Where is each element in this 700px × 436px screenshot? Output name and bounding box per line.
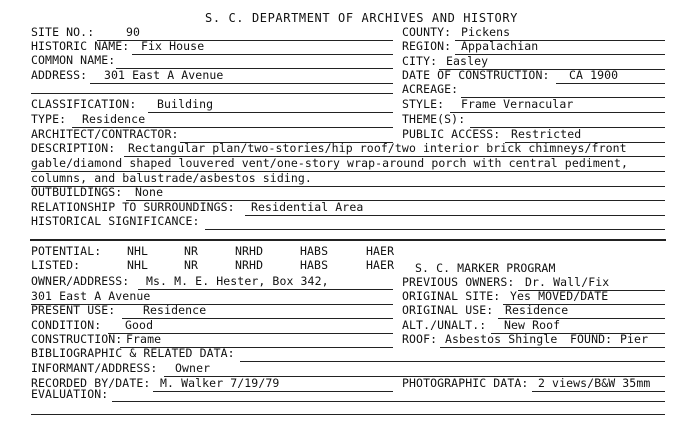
potential-habs: HABS xyxy=(300,244,329,258)
owner-address-value: Ms. M. E. Hester, Box 342, xyxy=(146,274,329,288)
style-line xyxy=(450,112,665,113)
previous-owners-value: Dr. Wall/Fix xyxy=(525,275,610,289)
potential-nhl: NHL xyxy=(127,244,149,258)
classification-line xyxy=(148,112,393,113)
outbuildings-label: OUTBUILDINGS: xyxy=(31,185,123,199)
photographic-data-label: PHOTOGRAPHIC DATA: xyxy=(402,376,529,390)
listed-label: LISTED: xyxy=(31,258,81,272)
site-no-label: SITE NO.: xyxy=(31,25,95,39)
construction-label: CONSTRUCTION: xyxy=(31,332,123,346)
evaluation-label: EVALUATION: xyxy=(31,387,109,401)
alt-unalt-value: New Roof xyxy=(504,318,561,332)
type-value: Residence xyxy=(82,112,146,126)
original-use-label: ORIGINAL USE: xyxy=(402,303,494,317)
public-access-value: Restricted xyxy=(511,127,582,141)
address-extra-line xyxy=(31,93,393,94)
address-line xyxy=(90,83,393,84)
evaluation-line xyxy=(112,401,665,402)
potential-haer: HAER xyxy=(366,244,395,258)
owner-address-line-2: 301 East A Avenue xyxy=(31,289,151,303)
description-line-1: Rectangular plan/two-stories/hip roof/two interior brick chimneys/front xyxy=(128,141,627,155)
evaluation-line-2 xyxy=(31,414,665,415)
date-of-construction-label: DATE OF CONSTRUCTION: xyxy=(402,68,550,82)
bibliographic-line xyxy=(240,361,665,362)
city-label: CITY: xyxy=(402,54,438,68)
marker-program-heading: S. C. MARKER PROGRAM xyxy=(415,261,556,275)
city-value: Easley xyxy=(446,54,489,68)
style-value: Frame Vernacular xyxy=(461,97,574,111)
acreage-label: ACREAGE: xyxy=(402,82,459,96)
common-name-label: COMMON NAME: xyxy=(31,53,116,67)
roof-found-line xyxy=(440,347,665,348)
classification-label: CLASSIFICATION: xyxy=(31,97,137,111)
date-line xyxy=(556,83,665,84)
listed-nr: NR xyxy=(184,258,199,272)
found-value: Pier xyxy=(620,332,649,346)
region-value: Appalachian xyxy=(461,39,539,53)
form-title: S. C. DEPARTMENT OF ARCHIVES AND HISTORY xyxy=(205,11,518,25)
present-use-label: PRESENT USE: xyxy=(31,303,116,317)
architect-label: ARCHITECT/CONTRACTOR: xyxy=(31,127,179,141)
listed-nhl: NHL xyxy=(127,258,149,272)
original-site-value: Yes MOVED/DATE xyxy=(510,289,609,303)
address-value: 301 East A Avenue xyxy=(104,68,224,82)
original-site-label: ORIGINAL SITE: xyxy=(402,289,501,303)
potential-nr: NR xyxy=(184,244,199,258)
date-of-construction-value: CA 1900 xyxy=(569,68,619,82)
found-label: FOUND: xyxy=(570,332,613,346)
historic-name-value: Fix House xyxy=(141,39,205,53)
listed-habs: HABS xyxy=(300,258,329,272)
site-no-value: 90 xyxy=(126,25,141,39)
description-rule-3 xyxy=(31,186,665,187)
owner-line xyxy=(138,289,393,290)
outbuildings-value: None xyxy=(135,185,164,199)
historic-name-label: HISTORIC NAME: xyxy=(31,39,130,53)
style-label: STYLE: xyxy=(402,97,445,111)
listed-haer: HAER xyxy=(366,258,395,272)
public-access-label: PUBLIC ACCESS: xyxy=(402,127,501,141)
theme-label: THEME(S): xyxy=(402,112,466,126)
relationship-line xyxy=(245,215,665,216)
listed-nrhd: NRHD xyxy=(235,258,264,272)
informant-value: Owner xyxy=(175,361,211,375)
condition-label: CONDITION: xyxy=(31,318,102,332)
relationship-label: RELATIONSHIP TO SURROUNDINGS: xyxy=(31,200,235,214)
type-label: TYPE: xyxy=(31,112,67,126)
classification-value: Building xyxy=(157,97,214,111)
present-use-line xyxy=(122,318,393,319)
county-value: Pickens xyxy=(461,25,511,39)
original-use-value: Residence xyxy=(505,303,569,317)
county-label: COUNTY: xyxy=(402,25,452,39)
bibliographic-label: BIBLIOGRAPHIC & RELATED DATA: xyxy=(31,346,235,360)
potential-label: POTENTIAL: xyxy=(31,244,102,258)
owner-address-label: OWNER/ADDRESS: xyxy=(31,274,130,288)
roof-label: ROOF: xyxy=(402,332,438,346)
roof-value: Asbestos Shingle xyxy=(445,332,558,346)
significance-line xyxy=(205,229,665,230)
relationship-value: Residential Area xyxy=(251,200,364,214)
photographic-data-value: 2 views/B&W 35mm xyxy=(538,376,651,390)
address-label: ADDRESS: xyxy=(31,68,88,82)
informant-label: INFORMANT/ADDRESS: xyxy=(31,361,158,375)
historic-name-line xyxy=(132,54,393,55)
historical-significance-label: HISTORICAL SIGNIFICANCE: xyxy=(31,214,200,228)
recorded-line xyxy=(153,391,393,392)
description-label: DESCRIPTION: xyxy=(31,141,116,155)
section-separator xyxy=(30,239,666,241)
region-label: REGION: xyxy=(402,39,452,53)
previous-owners-label: PREVIOUS OWNERS: xyxy=(402,275,515,289)
construction-value: Frame xyxy=(126,332,162,346)
condition-value: Good xyxy=(125,318,154,332)
present-use-value: Residence xyxy=(143,303,207,317)
photographic-line xyxy=(532,391,665,392)
alt-unalt-label: ALT./UNALT.: xyxy=(402,318,487,332)
recorded-by-label: RECORDED BY/DATE: xyxy=(31,376,151,390)
recorded-by-value: M. Walker 7/19/79 xyxy=(160,376,280,390)
description-line-3: columns, and balustrade/asbestos siding. xyxy=(31,171,312,185)
potential-nrhd: NRHD xyxy=(235,244,264,258)
description-line-2: gable/diamond shaped louvered vent/one-story wrap-around porch with central pediment, xyxy=(31,156,629,170)
